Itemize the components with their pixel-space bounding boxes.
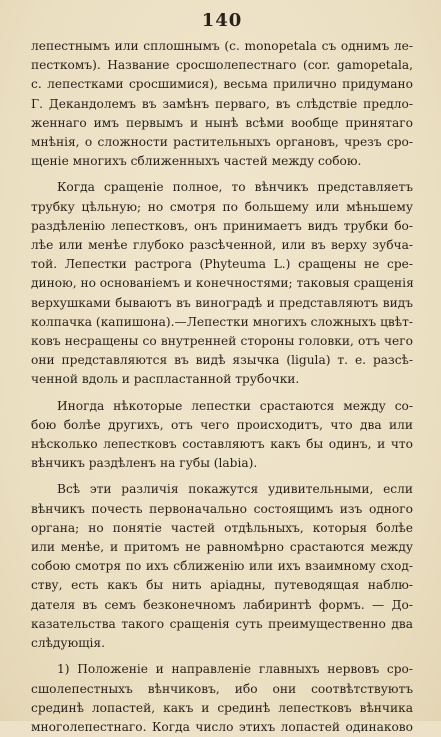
text-line: ству, есть какъ бы нить аріадны, путеводящая наблю- [31, 578, 413, 593]
text-line: нѣсколько лепестковъ составляютъ какъ бы одинъ, и что [31, 437, 413, 452]
text-line: Когда сращеніе полное, то вѣнчикъ представляетъ [57, 180, 413, 195]
text-line: той. Лепестки растрога (Phyteuma L.) сращены не сре- [31, 257, 413, 272]
text-line: органа; но понятіе частей отдѣльныхъ, которыя болѣе [31, 520, 413, 535]
text-line: диною, но основаніемъ и конечностями; таковыя сращенія [31, 276, 414, 291]
text-line: дателя въ семъ безконечномъ лабиринтѣ формъ. — До- [31, 597, 413, 612]
text-line: раздѣленію лепестковъ, онъ принимаетъ видъ трубки бо- [31, 218, 413, 233]
text-line: Иногда нѣкоторые лепестки срастаются между со- [57, 398, 413, 413]
text-line: вѣнчикъ почесть первоначально состоящимъ изъ одного [31, 501, 413, 516]
paragraph-4 [31, 480, 413, 653]
text-line: ковъ несращены со внутренней стороны головки, отъ чего [31, 334, 413, 349]
paragraph-5 [31, 660, 413, 737]
text-line: ченной вдоль и распластанной трубочки. [31, 372, 300, 387]
text-line: они представляются въ видѣ язычка (ligula) т. е. разсѣ- [31, 353, 413, 368]
text-line: бою болѣе другихъ, отъ чего происходитъ, что два или [31, 417, 413, 432]
text-line: или менѣе, и притомъ не равномѣрно срастаются между [31, 540, 413, 555]
text-line: срединѣ лопастей, какъ и срединѣ лепестковъ вѣнчика [31, 700, 413, 715]
text-line: Всѣ эти различія покажутся удивительными, если [57, 482, 413, 497]
text-line: лѣе или менѣе глубоко разсѣченной, или въ верху зубча- [31, 238, 413, 253]
text-line: Г. Декандолемъ въ замѣнъ перваго, въ слѣдствіе предло- [31, 96, 413, 111]
text-line: трубку цѣльную; но смотря по большему или мѣньшему [31, 199, 413, 214]
text-line: верхушками бываютъ въ виноградѣ и представляютъ видъ [31, 295, 413, 310]
text-line: слѣдующія. [31, 636, 105, 651]
paragraph-3 [31, 397, 413, 474]
paragraph-2 [31, 178, 413, 389]
text-line: 1) Положеніе и направленіе главныхъ нервовъ сро- [57, 662, 413, 677]
text-line: с. лепестками сросшимися), весьма прилично придумано [31, 77, 413, 92]
text-line: мнѣнія, о сложности растительныхъ органовъ, чрезъ сро- [31, 135, 413, 150]
paragraph-1 [31, 37, 413, 171]
text-line: щеніе многихъ сближенныхъ частей между собою. [31, 154, 362, 169]
text-line: казательства такого сращенія суть преимущественно два [31, 616, 413, 631]
text-line: женнаго имъ первымъ и нынѣ всѣми вообще принятаго [31, 115, 413, 130]
text-line: лепестнымъ или сплошнымъ (с. monopetala съ однимъ ле- [31, 39, 413, 53]
text-line: песткомъ). Название сросшолепестнаго (cor. gamopetala, [31, 58, 413, 73]
text-line: собою смотря по ихъ сближенію или ихъ взаимному сход- [31, 559, 413, 574]
text-line: многолепестнаго. Когда число этихъ лопастей одинаково [31, 719, 413, 734]
text-line: колпачка (капишона).—Лепестки многихъ сложныхъ цвѣт- [31, 314, 413, 329]
text-line: вѣнчикъ раздѣленъ на губы (labia). [31, 456, 258, 471]
page-number: 140 [201, 10, 243, 31]
text-line: сшолепестныхъ вѣнчиковъ, ибо они соотвѣтствуютъ [31, 681, 413, 696]
